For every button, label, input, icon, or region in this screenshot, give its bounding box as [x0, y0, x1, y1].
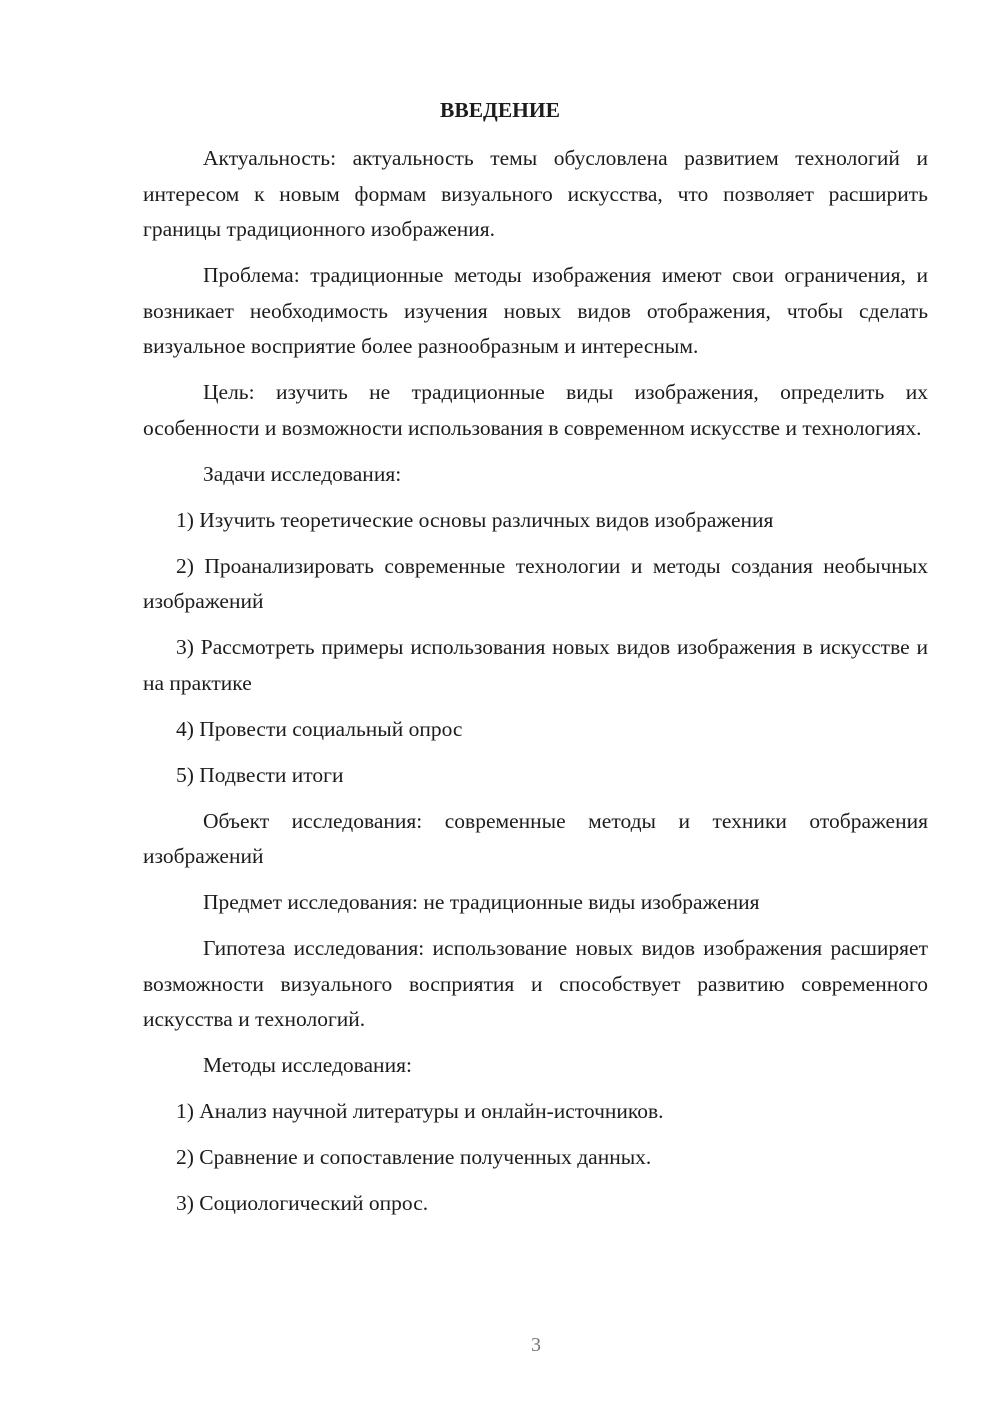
subject-paragraph: Предмет исследования: не традиционные виды изображения [203, 890, 760, 914]
relevance-paragraph: Актуальность: актуальность темы обусловлена развитием технологий и интересом к новым формам визуального искусства, что позволяет расширить границы традиционного изображения. [143, 146, 928, 241]
task-item-1: 1) Изучить теоретические основы различных видов изображения [176, 507, 774, 532]
object-paragraph: Объект исследования: современные методы и техники отображения изображений [143, 808, 928, 868]
task-item-2: 2) Проанализировать современные технологии и методы создания необычных изображений [143, 553, 928, 613]
problem-paragraph: Проблема: традиционные методы изображения имеют свои ограничения, и возникает необходимость изучения новых видов отображения, чтобы сделать визуальное восприятие более разнообразным и интересным. [143, 263, 928, 358]
task-item-4: 4) Провести социальный опрос [176, 716, 463, 741]
task-item-3: 3) Рассмотреть примеры использования новых видов изображения в искусстве и на практике [143, 635, 928, 695]
document-body [143, 141, 928, 1232]
method-item-2: 2) Сравнение и сопоставление полученных данных. [176, 1145, 652, 1169]
hypothesis-paragraph: Гипотеза исследования: использование новых видов изображения расширяет возможности визуального восприятия и способствует развитию современного искусства и технологий. [143, 936, 928, 1031]
page-number: 3 [531, 1334, 541, 1356]
method-item-1: 1) Анализ научной литературы и онлайн-источников. [176, 1099, 664, 1123]
page-title: ВВЕДЕНИЕ [440, 98, 560, 122]
goal-paragraph: Цель: изучить не традиционные виды изображения, определить их особенности и возможности использования в современном искусстве и технологиях. [143, 380, 928, 440]
methods-heading: Методы исследования: [203, 1053, 412, 1077]
task-item-5: 5) Подвести итоги [176, 762, 344, 787]
tasks-heading: Задачи исследования: [203, 461, 402, 486]
method-item-3: 3) Социологический опрос. [176, 1191, 429, 1215]
